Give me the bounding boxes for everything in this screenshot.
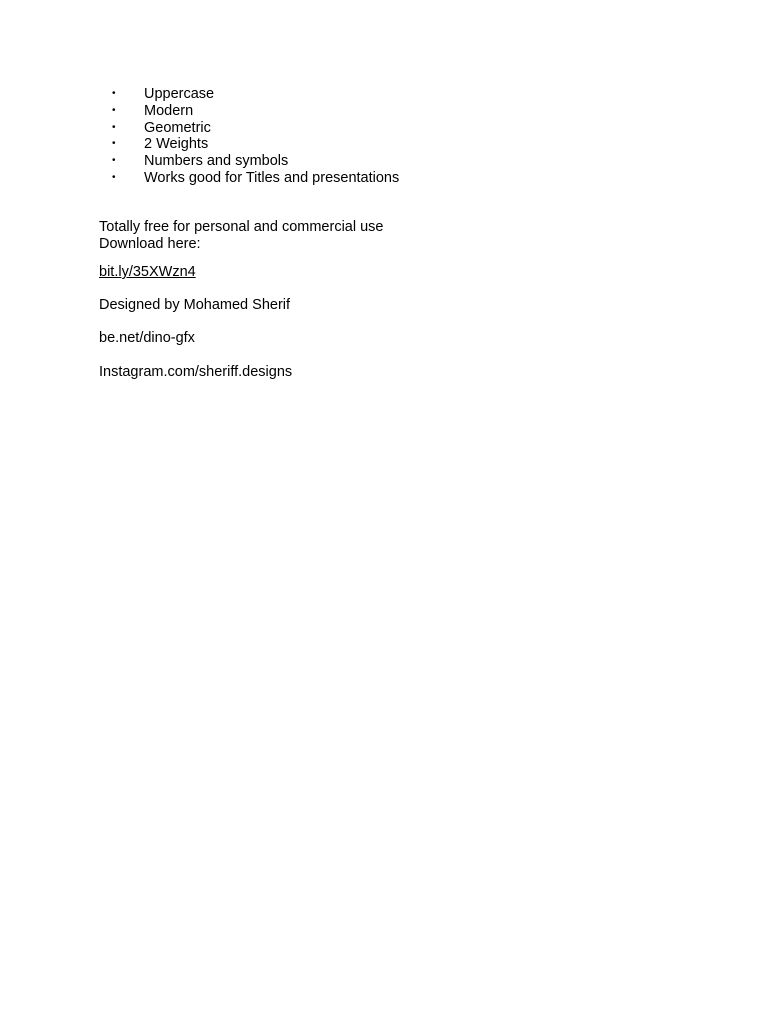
license-text: Totally free for personal and commercial use: [99, 219, 384, 235]
bullet-marker: •: [112, 121, 116, 133]
designer-credit: Designed by Mohamed Sherif: [99, 297, 291, 313]
download-label: Download here:: [99, 236, 201, 252]
feature-text: 2 Weights: [144, 136, 209, 153]
feature-text: Geometric: [144, 119, 211, 136]
feature-text: Numbers and symbols: [144, 153, 289, 170]
behance-link: be.net/dino-gfx: [99, 330, 195, 346]
feature-text: Modern: [144, 102, 194, 119]
list-item: [108, 136, 399, 153]
list-item: [108, 120, 399, 137]
list-item: [108, 86, 399, 103]
feature-list: [108, 86, 399, 187]
list-item: [108, 103, 399, 120]
bullet-marker: •: [112, 138, 116, 150]
instagram-link: Instagram.com/sheriff.designs: [99, 364, 293, 380]
bullet-marker: •: [112, 88, 116, 99]
download-link[interactable]: bit.ly/35XWzn4: [99, 264, 196, 280]
bullet-marker: •: [112, 171, 116, 183]
list-item: [108, 170, 399, 187]
list-item: [108, 153, 399, 170]
bullet-marker: •: [112, 104, 116, 116]
bullet-marker: •: [112, 155, 116, 167]
feature-text: Uppercase: [144, 86, 215, 102]
feature-text: Works good for Titles and presentations: [144, 169, 400, 186]
